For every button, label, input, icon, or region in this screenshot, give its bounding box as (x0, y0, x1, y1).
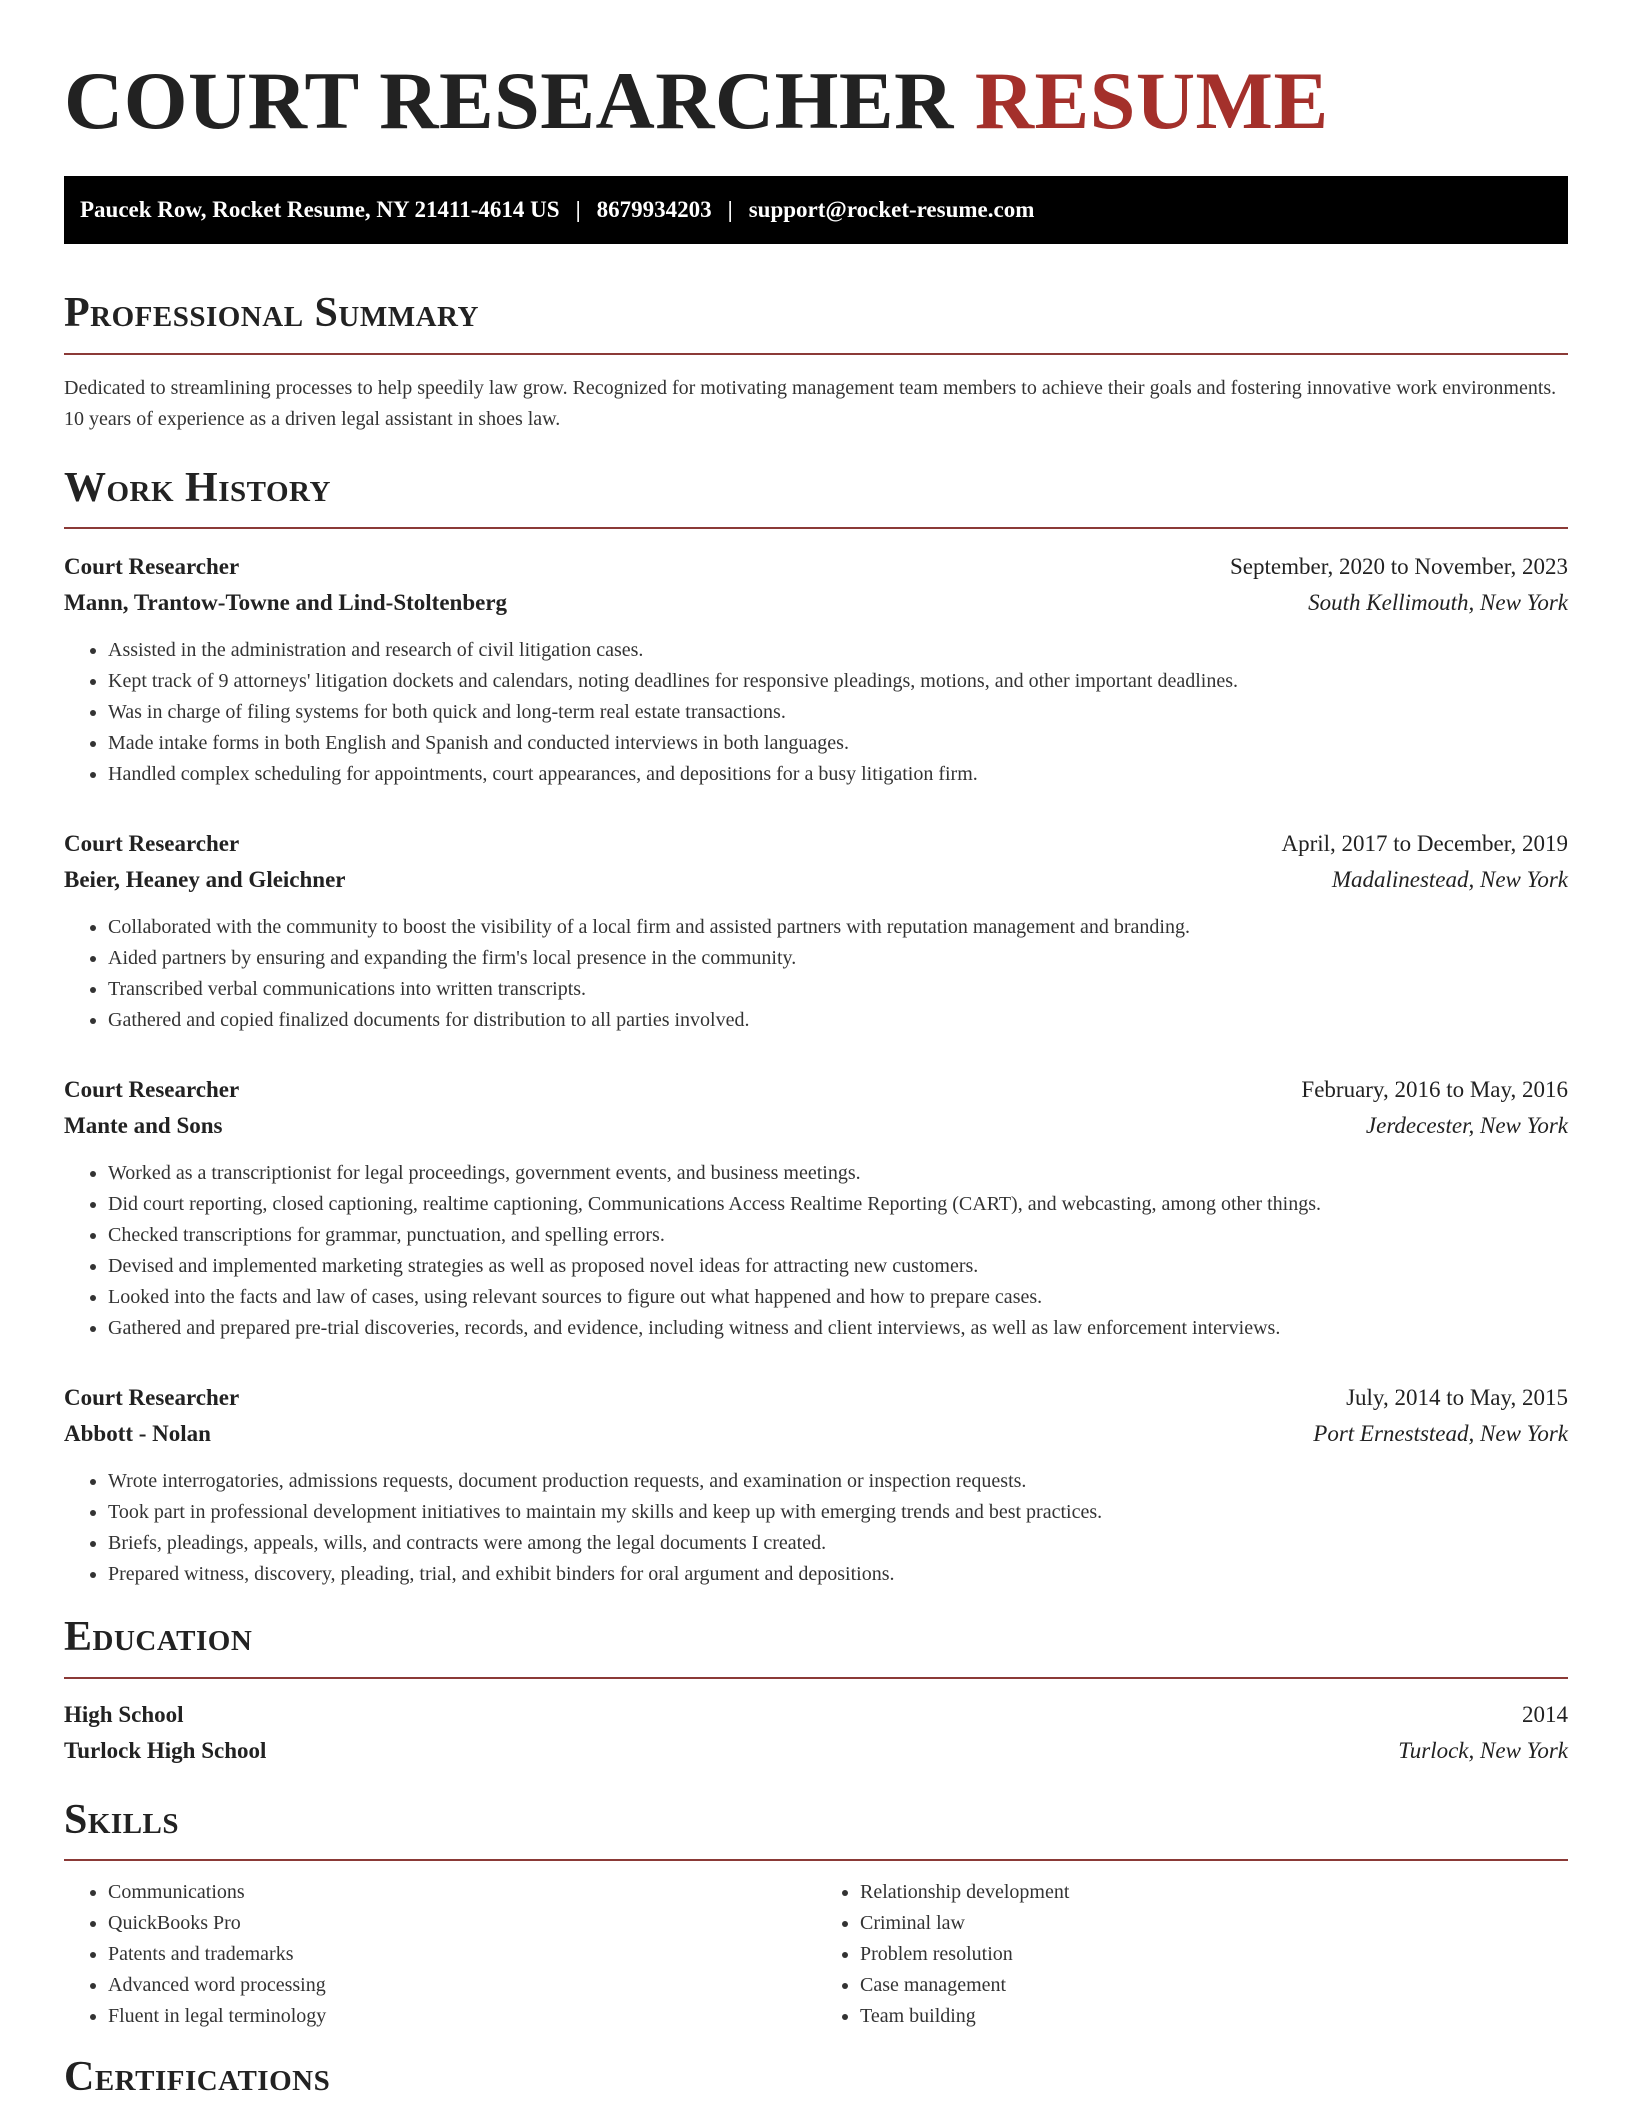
job-title: Court Researcher (64, 554, 240, 580)
job-entry (64, 549, 1568, 790)
job-location: Jerdecester, New York (1365, 1113, 1568, 1139)
job-header (64, 1072, 1568, 1108)
job-company-row (64, 585, 1568, 621)
contact-bar (64, 176, 1568, 244)
job-bullet: • Worked as a transcriptionist for legal proceedings, government events, and business meetings. (108, 1158, 1568, 1189)
job-bullet: • Collaborated with the community to boost the visibility of a local firm and assisted partners with reputation management and branding. (108, 912, 1568, 943)
job-company: Mante and Sons (64, 1113, 223, 1139)
job-bullet: • Prepared witness, discovery, pleading, trial, and exhibit binders for oral argument and depositions. (108, 1559, 1568, 1590)
job-company-row (64, 1108, 1568, 1144)
job-bullet: • Handled complex scheduling for appointments, court appearances, and depositions for a busy litigation firm. (108, 759, 1568, 790)
job-dates: September, 2020 to November, 2023 (1230, 554, 1568, 580)
job-location: Madalinestead, New York (1331, 867, 1568, 893)
skill-item: • Patents and trademarks (108, 1939, 816, 1970)
skill-item: • Problem resolution (860, 1939, 1568, 1970)
job-header (64, 549, 1568, 585)
job-bullet: • Assisted in the administration and research of civil litigation cases. (108, 635, 1568, 666)
job-location: Port Erneststead, New York (1313, 1421, 1568, 1447)
skill-item: • QuickBooks Pro (108, 1908, 816, 1939)
title-main: COURT RESEARCHER (64, 55, 954, 146)
job-location: South Kellimouth, New York (1308, 590, 1568, 616)
contact-address: Paucek Row, Rocket Resume, NY 21411-4614 US (80, 197, 560, 223)
education-header (64, 1697, 1568, 1733)
contact-phone: 8679934203 (596, 197, 712, 223)
job-company: Mann, Trantow-Towne and Lind-Stoltenberg (64, 590, 508, 616)
job-bullet: • Did court reporting, closed captioning, realtime captioning, Communications Access Realtime Reporting (CART), and webcasting, among other things. (108, 1189, 1568, 1220)
section-heading-education: Education (64, 1612, 1568, 1678)
job-bullets (64, 635, 1568, 790)
job-header (64, 826, 1568, 862)
skill-item: • Criminal law (860, 1908, 1568, 1939)
job-bullet: • Aided partners by ensuring and expanding the firm's local presence in the community. (108, 943, 1568, 974)
job-entry (64, 826, 1568, 1036)
job-entry (64, 1380, 1568, 1590)
job-company-row (64, 1416, 1568, 1452)
job-title: Court Researcher (64, 1385, 240, 1411)
job-company: Abbott - Nolan (64, 1421, 211, 1447)
job-entry (64, 1072, 1568, 1344)
section-heading-certifications: Certifications (64, 2053, 331, 2100)
education-location: Turlock, New York (1398, 1737, 1568, 1763)
job-bullet: • Looked into the facts and law of cases, using relevant sources to figure out what happened and how to prepare cases. (108, 1282, 1568, 1313)
education-degree: High School (64, 1701, 184, 1727)
skills-column-left (64, 1877, 816, 2032)
job-company: Beier, Heaney and Gleichner (64, 867, 346, 893)
section-heading-skills: Skills (64, 1795, 1568, 1861)
resume-title (64, 52, 1568, 150)
contact-separator: | (575, 197, 581, 223)
job-bullet: • Devised and implemented marketing strategies as well as proposed novel ideas for attracting new customers. (108, 1251, 1568, 1282)
skill-item: • Relationship development (860, 1877, 1568, 1908)
job-bullets (64, 1466, 1568, 1590)
education-entry (64, 1697, 1568, 1769)
skills-column-right (816, 1877, 1568, 2032)
section-heading-work-history: Work History (64, 463, 1568, 529)
job-dates: February, 2016 to May, 2016 (1301, 1077, 1568, 1103)
job-bullet: • Wrote interrogatories, admissions requests, document production requests, and examination or inspection requests. (108, 1466, 1568, 1497)
job-bullet: • Checked transcriptions for grammar, punctuation, and spelling errors. (108, 1220, 1568, 1251)
job-bullet: • Gathered and copied finalized documents for distribution to all parties involved. (108, 1005, 1568, 1036)
contact-email: support@rocket-resume.com (748, 197, 1035, 223)
title-accent: RESUME (974, 55, 1329, 146)
job-bullet: • Briefs, pleadings, appeals, wills, and contracts were among the legal documents I created. (108, 1528, 1568, 1559)
job-bullets (64, 912, 1568, 1036)
job-title: Court Researcher (64, 1077, 240, 1103)
job-bullet: • Gathered and prepared pre-trial discoveries, records, and evidence, including witness and client interviews, as well as law enforcement interviews. (108, 1313, 1568, 1344)
contact-separator: | (727, 197, 733, 223)
skills-list (64, 1877, 1568, 2032)
job-bullet: • Took part in professional development initiatives to maintain my skills and keep up with emerging trends and best practices. (108, 1497, 1568, 1528)
skill-item: • Fluent in legal terminology (108, 2001, 816, 2032)
job-dates: July, 2014 to May, 2015 (1346, 1385, 1568, 1411)
job-bullet: • Was in charge of filing systems for both quick and long-term real estate transactions. (108, 697, 1568, 728)
skill-item: • Advanced word processing (108, 1970, 816, 2001)
job-title: Court Researcher (64, 831, 240, 857)
skill-item: • Communications (108, 1877, 816, 1908)
education-year: 2014 (1522, 1701, 1568, 1727)
job-bullet: • Made intake forms in both English and Spanish and conducted interviews in both languages. (108, 728, 1568, 759)
skill-item: • Team building (860, 2001, 1568, 2032)
section-heading-summary: Professional Summary (64, 288, 1568, 354)
job-header (64, 1380, 1568, 1416)
skill-item: • Case management (860, 1970, 1568, 2001)
summary-text: Dedicated to streamlining processes to help speedily law grow. Recognized for motivating management team members to achieve their goals and fostering innovative work environments. 10 years of experience as a driven legal assistant in shoes law. (64, 376, 1557, 430)
job-bullet: • Kept track of 9 attorneys' litigation dockets and calendars, noting deadlines for responsive pleadings, motions, and other important deadlines. (108, 666, 1568, 697)
education-school-row (64, 1733, 1568, 1769)
job-dates: April, 2017 to December, 2019 (1281, 831, 1568, 857)
job-bullet: • Transcribed verbal communications into written transcripts. (108, 974, 1568, 1005)
job-bullets (64, 1158, 1568, 1344)
education-school: Turlock High School (64, 1737, 267, 1763)
job-company-row (64, 862, 1568, 898)
